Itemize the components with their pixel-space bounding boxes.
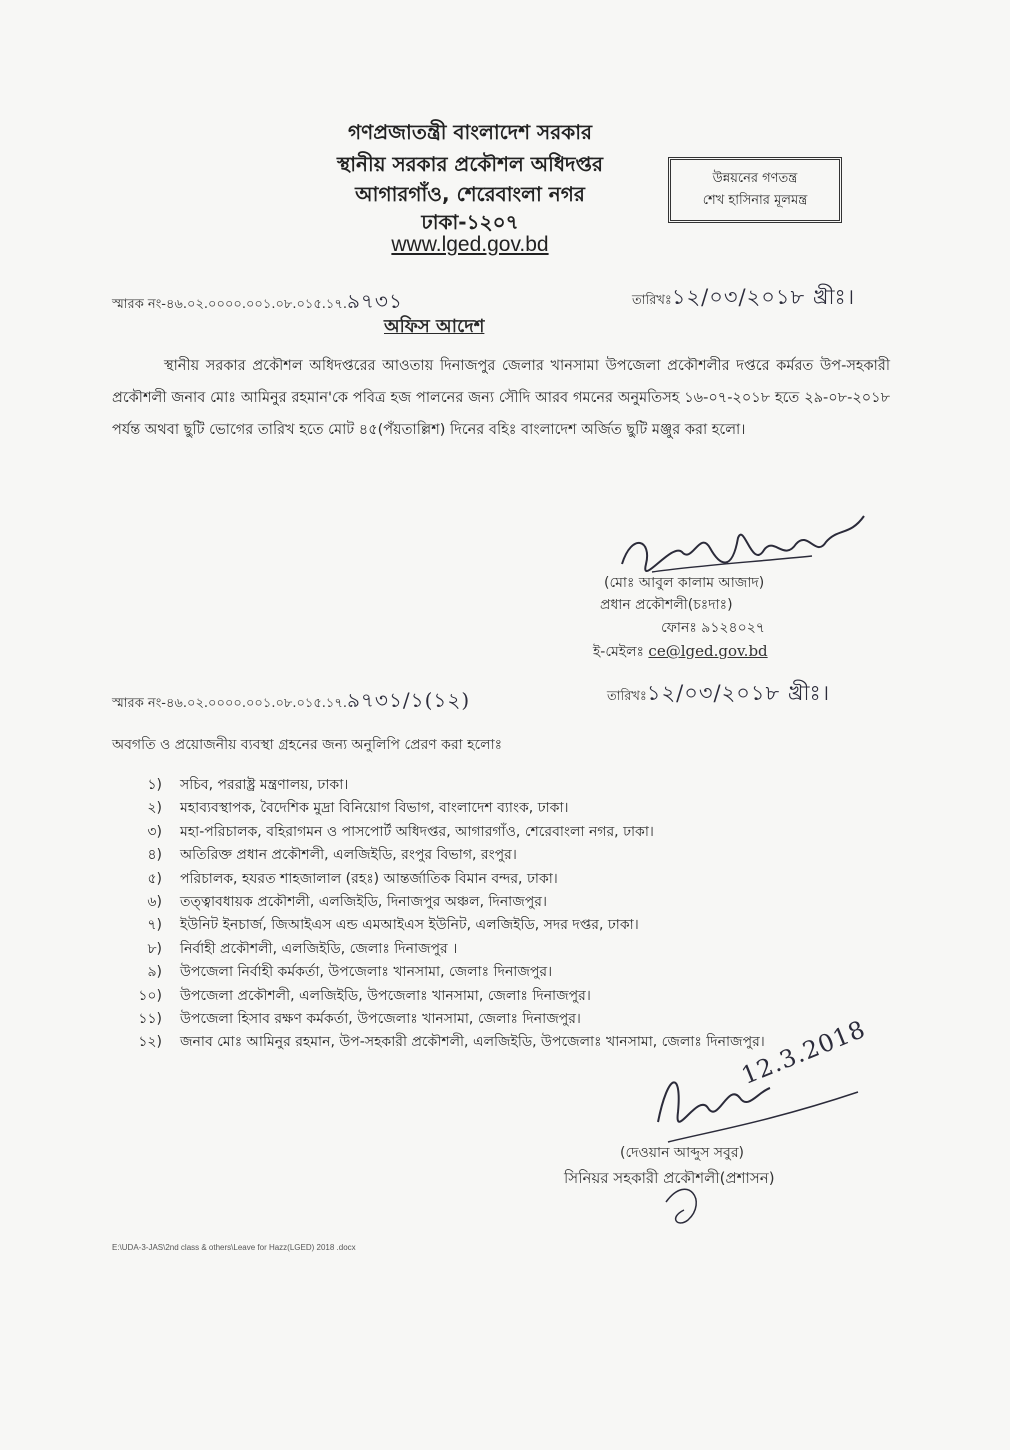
- copy-intro: অবগতি ও প্রয়োজনীয় ব্যবস্থা গ্রহনের জন্য অনুলিপি প্রেরণ করা হলোঃ: [112, 737, 503, 753]
- recipient-item: [118, 867, 765, 890]
- org-name-line: গণপ্রজাতন্ত্রী বাংলাদেশ সরকার: [348, 120, 592, 144]
- recipient-item: [118, 890, 765, 913]
- recipient-number: ৫): [147, 870, 162, 887]
- recipient-text: মহাব্যবস্থাপক, বৈদেশিক মুদ্রা বিনিয়োগ বিভাগ, বাংলাদেশ ব্যাংক, ঢাকা।: [180, 800, 569, 817]
- recipient-text: উপজেলা হিসাব রক্ষণ কর্মকর্তা, উপজেলাঃ খানসামা, জেলাঃ দিনাজপুর।: [180, 1010, 581, 1027]
- recipient-number: ৯): [147, 964, 162, 981]
- recipient-number: ৮): [147, 940, 162, 957]
- recipient-number: ৬): [147, 893, 162, 910]
- order-title: অফিস আদেশ: [384, 316, 485, 337]
- motto-line-2: শেখ হাসিনার মূলমন্ত্র: [702, 193, 808, 208]
- email-label: ই-মেইলঃ: [593, 644, 644, 660]
- recipient-text: ইউনিট ইনচার্জ, জিআইএস এন্ড এমআইএস ইউনিট, এলজিইডি, সদর দপ্তর, ঢাকা।: [180, 917, 639, 934]
- chief-engineer-email-row: [593, 640, 768, 663]
- order-body: স্থানীয় সরকার প্রকৌশল অধিদপ্তরের আওতায় দিনাজপুর জেলার খানসামা উপজেলা প্রকৌশলীর দপ্তরে কর্মরত উপ-সহকারী প্রকৌশলী জনাব মোঃ আমিনুর রহমান'কে পবিত্র হজ পালনের জন্য সৌদি আরব গমনের অনুমতিসহ ১৬-০৭-২০১৮ হতে ২৯-০৮-২০১৮ পর্যন্ত অথবা ছুটি ভোগের তারিখ হতে মোট ৪৫(পঁয়তাল্লিশ) দিনের বহিঃ বাংলাদেশ অর্জিত ছুটি মঞ্জুর করা হলো।: [112, 358, 890, 438]
- recipient-text: পরিচালক, হযরত শাহজালাল (রহঃ) আন্তর্জাতিক বিমান বন্দর, ঢাকা।: [180, 870, 558, 887]
- signature-date-handwritten: 12.3.2018: [737, 1014, 870, 1090]
- senior-engineer-name: (দেওয়ান আব্দুস সবুর): [620, 1145, 744, 1161]
- recipient-text: নির্বাহী প্রকৌশলী, এলজিইডি, জেলাঃ দিনাজপুর ।: [180, 940, 458, 957]
- memo-date: [632, 281, 855, 316]
- website-link[interactable]: www.lged.gov.bd: [391, 233, 549, 256]
- recipient-text: সচিব, পররাষ্ট্র মন্ত্রণালয়, ঢাকা।: [180, 777, 349, 793]
- recipient-item: [118, 960, 765, 983]
- copy-memo-number-prefix: স্মারক নং-৪৬.০২.০০০০.০০১.০৮.০১৫.১৭.: [112, 696, 347, 711]
- memo-number: [112, 287, 403, 320]
- motto-line-1: উন্নয়নের গণতন্ত্র: [712, 171, 798, 186]
- copy-memo-date-handwritten: ১২/০৩/২০১৮ খ্রীঃ।: [646, 681, 831, 705]
- recipient-text: মহা-পরিচালক, বহিরাগমন ও পাসপোর্ট অধিদপ্তর, আগারগাঁও, শেরেবাংলা নগর, ঢাকা।: [180, 823, 654, 840]
- recipient-item: [118, 796, 765, 819]
- copy-memo-date: [607, 677, 830, 712]
- address-line: আগারগাঁও, শেরেবাংলা নগর: [355, 182, 585, 206]
- recipient-item: [118, 937, 765, 960]
- copy-memo-number: [112, 686, 470, 719]
- recipient-text: অতিরিক্ত প্রধান প্রকৌশলী, এলজিইডি, রংপুর বিভাগ, রংপুর।: [180, 847, 517, 864]
- chief-engineer-name: (মোঃ আবুল কালাম আজাদ): [604, 575, 765, 591]
- recipient-number: ৩): [147, 823, 162, 840]
- recipient-number: ৪): [147, 847, 162, 864]
- memo-number-handwritten: ৯৭৩১: [346, 289, 403, 313]
- recipient-number: ১১): [138, 1010, 162, 1027]
- recipient-text: উপজেলা প্রকৌশলী, এলজিইডি, উপজেলাঃ খানসামা, জেলাঃ দিনাজপুর।: [180, 987, 591, 1004]
- recipient-item: [118, 843, 765, 866]
- recipient-number: ১২): [138, 1034, 162, 1051]
- copy-memo-number-handwritten: ৯৭৩১/১(১২): [346, 688, 471, 712]
- recipient-item: [118, 773, 765, 796]
- memo-date-label: তারিখঃ: [632, 293, 672, 308]
- motto-box: [668, 157, 842, 223]
- recipient-text: জনাব মোঃ আমিনুর রহমান, উপ-সহকারী প্রকৌশলী, এলজিইডি, উপজেলাঃ খানসামা, জেলাঃ দিনাজপুর।: [180, 1034, 765, 1051]
- memo-date-handwritten: ১২/০৩/২০১৮ খ্রীঃ।: [671, 285, 856, 309]
- recipient-item: [118, 1030, 765, 1053]
- recipient-item: [118, 1007, 765, 1030]
- chief-engineer-phone: ফোনঃ ৯১২৪০২৭: [661, 620, 765, 636]
- copy-memo-date-label: তারিখঃ: [607, 689, 647, 704]
- recipient-list: [118, 773, 765, 1054]
- memo-number-prefix: স্মারক নং-৪৬.০২.০০০০.০০১.০৮.০১৫.১৭.: [112, 297, 347, 312]
- email-link[interactable]: ce@lged.gov.bd: [648, 642, 768, 660]
- city-line: ঢাকা-১২০৭: [421, 210, 519, 234]
- recipient-number: ১): [147, 777, 162, 793]
- chief-engineer-designation: প্রধান প্রকৌশলী(চঃদাঃ): [600, 597, 733, 613]
- senior-engineer-designation: সিনিয়র সহকারী প্রকৌশলী(প্রশাসন): [564, 1169, 775, 1187]
- recipient-item: [118, 820, 765, 843]
- recipient-text: উপজেলা নির্বাহী কর্মকর্তা, উপজেলাঃ খানসামা, জেলাঃ দিনাজপুর।: [180, 964, 553, 981]
- department-name-line: স্থানীয় সরকার প্রকৌশল অধিদপ্তর: [337, 152, 603, 176]
- recipient-text: তত্ত্বাবধায়ক প্রকৌশলী, এলজিইডি, দিনাজপুর অঞ্চল, দিনাজপুর।: [180, 893, 547, 910]
- recipient-number: ২): [147, 800, 162, 817]
- recipient-item: [118, 913, 765, 936]
- recipient-number: ১০): [138, 987, 162, 1004]
- recipient-item: [118, 984, 765, 1007]
- recipient-number: ৭): [147, 917, 162, 934]
- file-path-footer: E:\UDA-3-JAS\2nd class & others\Leave for Hazz(LGED) 2018 .docx: [112, 1243, 356, 1252]
